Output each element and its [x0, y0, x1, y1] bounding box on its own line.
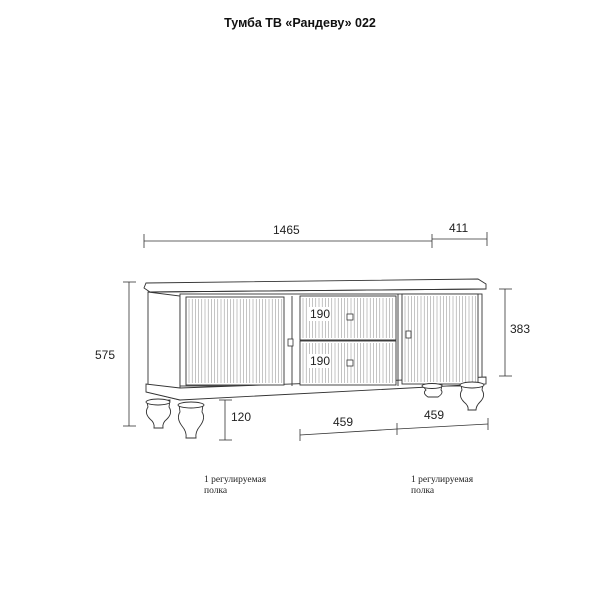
left-door — [186, 297, 284, 385]
left-shelf-note — [204, 475, 266, 497]
upper-drawer-label: 190 — [310, 307, 331, 321]
left-shelf-note-line1: 1 регулируемая — [204, 475, 267, 485]
back-right-leg — [422, 384, 442, 398]
left-section-label: 459 — [333, 415, 354, 429]
left-shelf-note-line2: полка — [204, 486, 228, 496]
lower-drawer-handle — [347, 360, 353, 366]
height-dimension-line — [123, 282, 136, 426]
front-right-leg — [460, 382, 484, 410]
leg-height-label: 120 — [231, 410, 252, 424]
lower-drawer-label: 190 — [310, 354, 331, 368]
right-section-label: 459 — [424, 408, 445, 422]
cabinet-side-panel — [148, 292, 180, 400]
back-left-leg — [146, 399, 171, 428]
right-shelf-note-line2: полка — [411, 486, 435, 496]
right-shelf-note — [411, 475, 473, 497]
right-door-handle — [406, 331, 411, 338]
door-height-label: 383 — [510, 322, 531, 336]
upper-drawer-handle — [347, 314, 353, 320]
section-dimension-lines — [300, 418, 488, 441]
page-title: Тумба ТВ «Рандеву» 022 — [224, 16, 376, 30]
width-label: 1465 — [273, 223, 300, 237]
height-label: 575 — [95, 348, 116, 362]
depth-label: 411 — [449, 221, 469, 235]
cabinet-top — [144, 279, 486, 292]
left-door-handle — [288, 339, 293, 346]
front-left-leg — [178, 402, 204, 438]
right-shelf-note-line1: 1 регулируемая — [411, 475, 474, 485]
